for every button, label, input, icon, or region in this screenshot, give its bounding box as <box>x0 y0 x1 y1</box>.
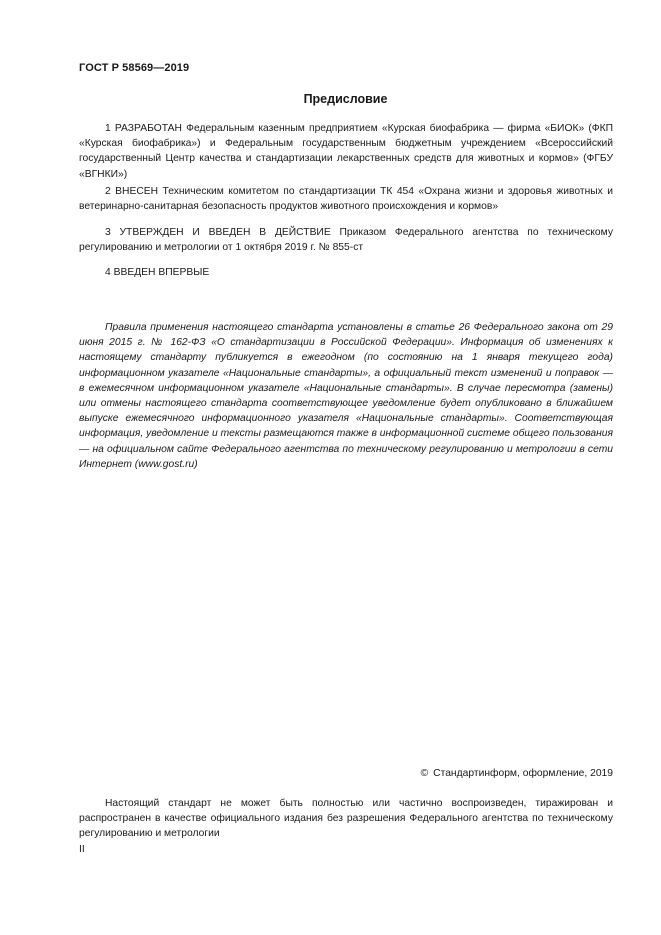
foreword-item-1: 1 РАЗРАБОТАН Федеральным казенным предприятием «Курская биофабрика — фирма «БИОК» (ФКП «Курская биофабрика») и Федеральным государственным бюджетным учреждением «Всероссийский государственный Центр качества и стандартизации лекарственных средств для животных и кормов» (ФГБУ «ВГНКИ») <box>79 123 613 180</box>
foreword-item-2: 2 ВНЕСЕН Техническим комитетом по стандартизации ТК 454 «Охрана жизни и здоровья животных и ветеринарно-санитарная безопасность продуктов животного происхождения и кормов» <box>79 186 613 213</box>
page-number: II <box>79 844 85 855</box>
application-rules-notice: Правила применения настоящего стандарта установлены в статье 26 Федерального закона от 29 июня 2015 г. № 162-ФЗ «О стандартизации в Российской Федерации». Информация об изменениях к настоящему стандарту публикуется в ежегодном (по состоянию на 1 января текущего года) информационном указателе «Национальные стандарты», а официальный текст изменений и поправок — в ежемесячном информационном указателе «Национальные стандарты». В случае пересмотра (замены) или отмены настоящего стандарта соответствующее уведомление будет опубликовано в ближайшем выпуске ежемесячного информационного указателя «Национальные стандарты». Соответствующая информация, уведомление и тексты размещаются также в информационной системе общего пользования — на официальном сайте Федерального агентства по техническому регулированию и метрологии в сети Интернет (www.gost.ru) <box>79 322 613 470</box>
foreword-item-4: 4 ВВЕДЕН ВПЕРВЫЕ <box>105 267 210 278</box>
reproduction-notice: Настоящий стандарт не может быть полностью или частично воспроизведен, тиражирован и распространен в качестве официального издания без разрешения Федерального агентства по техническому регулированию и метрологии <box>79 798 613 840</box>
foreword-item-3: 3 УТВЕРЖДЕН И ВВЕДЕН В ДЕЙСТВИЕ Приказом Федерального агентства по техническому регулированию и метрологии от 1 октября 2019 г. № 855-ст <box>79 227 613 254</box>
copyright-line <box>421 768 613 779</box>
copyright-icon: © <box>420 768 429 779</box>
document-code: ГОСТ Р 58569—2019 <box>79 62 190 74</box>
copyright-text: Стандартинформ, оформление, 2019 <box>433 768 613 779</box>
section-title: Предисловие <box>303 92 388 106</box>
